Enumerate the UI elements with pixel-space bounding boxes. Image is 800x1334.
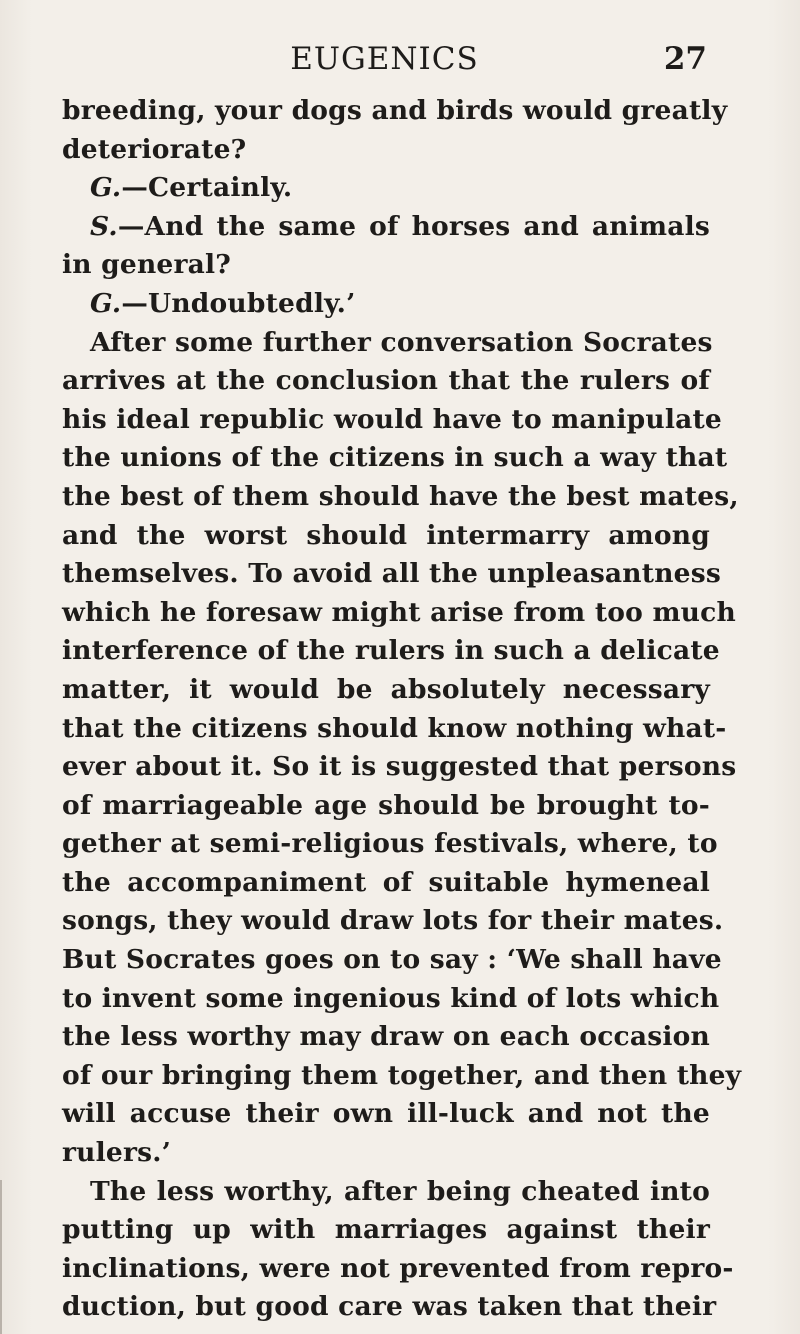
line-text: songs, they would draw lots for their mates. (62, 905, 724, 937)
line-text: the best of them should have the best mates, (62, 480, 739, 512)
text-line (62, 864, 710, 903)
line-text: and the worst should intermarry among (62, 519, 710, 551)
running-head: EUGENICS (290, 41, 479, 77)
text-line (62, 246, 710, 285)
text-line (62, 478, 739, 517)
line-text: —Certainly. (121, 172, 293, 204)
line-text: deteriorate? (62, 133, 247, 165)
text-line (62, 748, 737, 787)
line-text: of our bringing them together, and then they (62, 1059, 742, 1091)
text-line (62, 1250, 734, 1289)
text-line (62, 1018, 710, 1057)
text-line (62, 439, 728, 478)
text-line (62, 1057, 742, 1096)
text-line (62, 169, 710, 208)
text-line (62, 710, 727, 749)
line-text: rulers.’ (62, 1137, 172, 1169)
line-text: After some further conversation Socrates (90, 326, 713, 358)
line-text: which he foresaw might arise from too much (62, 596, 736, 628)
line-text: interference of the rulers in such a delicate (62, 635, 720, 667)
text-line (62, 632, 720, 671)
speaker-label: G. (90, 287, 122, 319)
line-text: of marriageable age should be brought to- (62, 789, 710, 821)
text-line (62, 902, 724, 941)
line-text: arrives at the conclusion that the rulers of (62, 365, 710, 397)
text-line (62, 1095, 710, 1134)
text-line (62, 555, 721, 594)
line-text: The less worthy, after being cheated into (90, 1175, 710, 1207)
text-line (62, 208, 710, 247)
speaker-label: S. (90, 210, 118, 242)
page-header (62, 34, 707, 84)
line-text: duction, but good care was taken that their (62, 1291, 717, 1323)
text-line (62, 324, 713, 363)
line-text: —And the same of horses and animals (117, 210, 710, 242)
text-line (62, 517, 710, 556)
text-line (62, 1211, 710, 1250)
text-line (62, 92, 728, 131)
line-text: in general? (62, 249, 232, 281)
line-text: the less worthy may draw on each occasion (62, 1021, 710, 1053)
text-line (62, 362, 710, 401)
text-line (62, 131, 710, 170)
line-text: ever about it. So it is suggested that persons (62, 751, 737, 783)
line-text: the unions of the citizens in such a way that (62, 442, 728, 474)
line-text: —Undoubtedly.’ (121, 287, 356, 319)
line-text: themselves. To avoid all the unpleasantness (62, 558, 721, 590)
text-line (62, 1134, 710, 1173)
text-line (62, 401, 722, 440)
text-line (62, 1173, 710, 1212)
text-line (62, 825, 718, 864)
page-edge-line (0, 1180, 2, 1334)
line-text: putting up with marriages against their (62, 1214, 710, 1246)
body-text (62, 92, 742, 1327)
text-line (62, 594, 736, 633)
page-number: 27 (663, 41, 707, 77)
line-text: his ideal republic would have to manipulate (62, 403, 722, 435)
line-text: matter, it would be absolutely necessary (62, 673, 710, 705)
text-line (62, 980, 720, 1019)
line-text: the accompaniment of suitable hymeneal (62, 866, 710, 898)
line-text: gether at semi-religious festivals, where, to (62, 828, 718, 860)
speaker-label: G. (90, 172, 122, 204)
line-text: breeding, your dogs and birds would greatly (62, 95, 728, 126)
line-text: will accuse their own ill-luck and not the (62, 1098, 710, 1130)
line-text: But Socrates goes on to say : ‘We shall have (62, 944, 722, 976)
line-text: that the citizens should know nothing what- (62, 712, 727, 744)
text-line (62, 941, 722, 980)
text-line (62, 671, 710, 710)
text-line (62, 1288, 717, 1327)
line-text: to invent some ingenious kind of lots which (62, 982, 720, 1014)
text-line (62, 787, 710, 826)
text-line (62, 285, 710, 324)
line-text: inclinations, were not prevented from repro- (62, 1252, 734, 1284)
